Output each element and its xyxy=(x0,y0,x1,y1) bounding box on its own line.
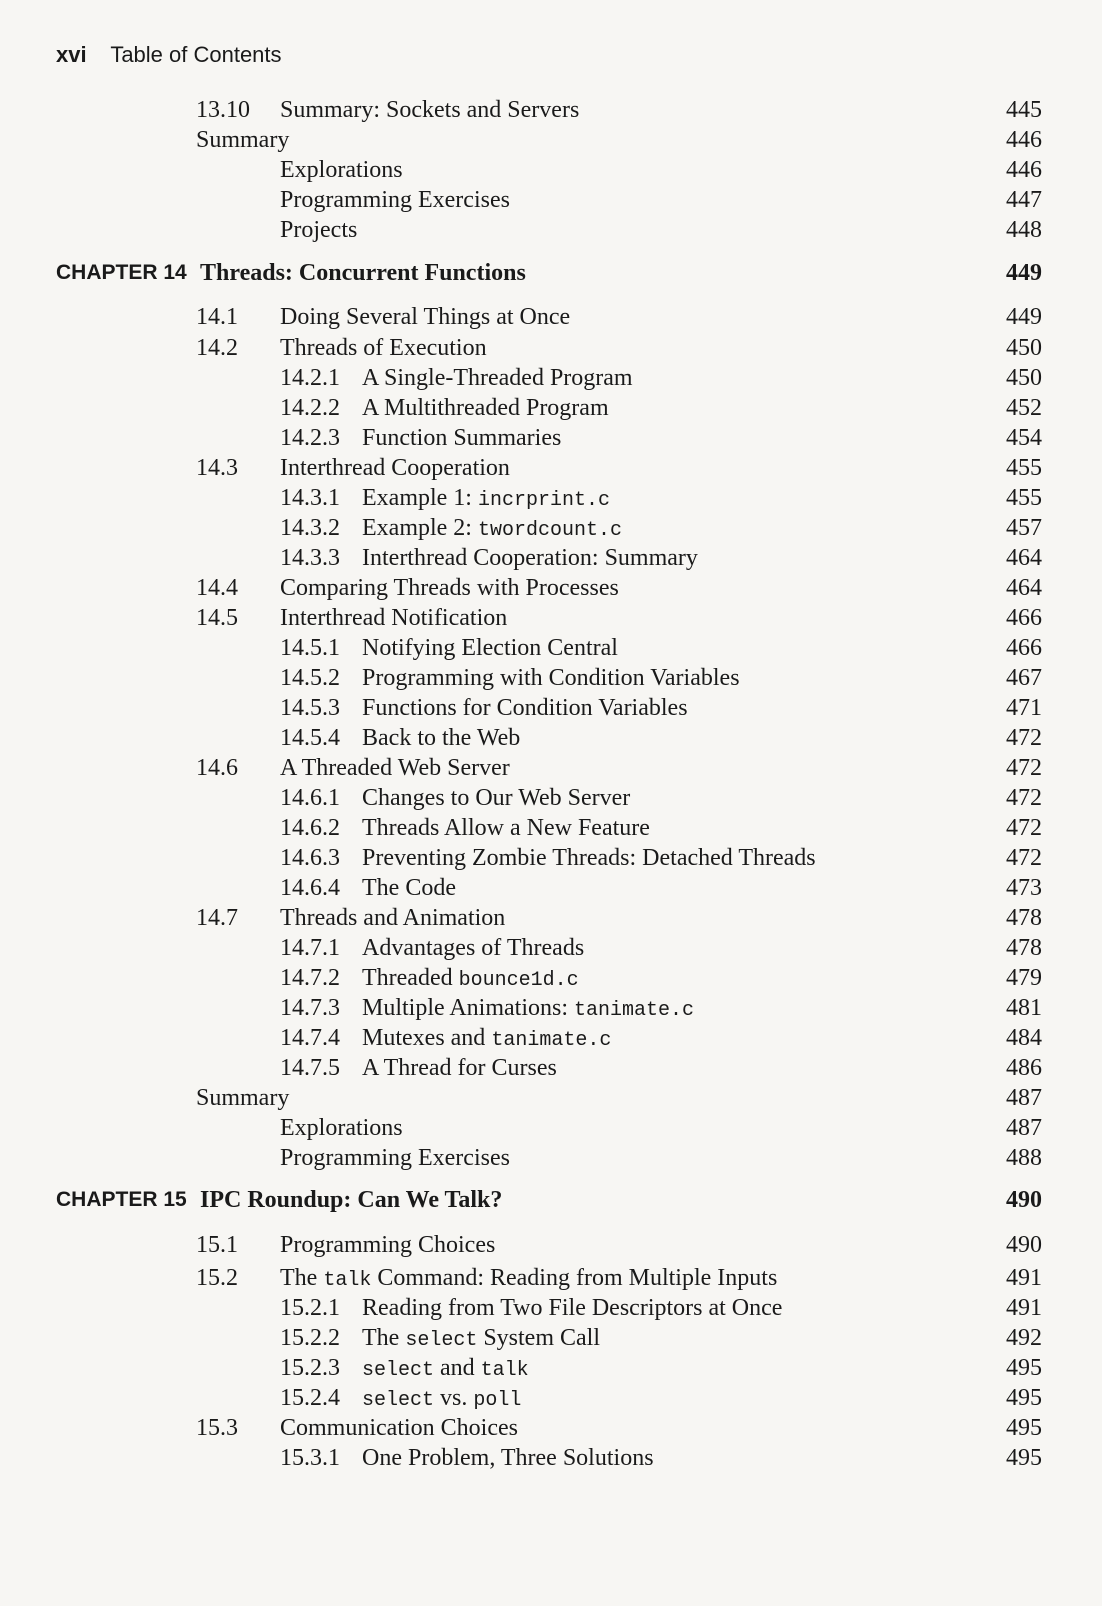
section-number: 14.6.1 xyxy=(280,785,340,811)
toc-entry xyxy=(0,95,1102,125)
title-text: Projects xyxy=(280,217,358,243)
title-text: IPC Roundup: Can We Talk? xyxy=(200,1187,503,1213)
entry-title xyxy=(200,258,526,288)
title-text: Threads: Concurrent Functions xyxy=(200,260,526,286)
toc-entry xyxy=(0,363,1102,393)
page-number: 472 xyxy=(1006,785,1042,811)
entry-title xyxy=(280,95,579,125)
section-number: 15.2.2 xyxy=(280,1325,340,1351)
section-number: 14.2.3 xyxy=(280,425,340,451)
toc-entry xyxy=(0,333,1102,363)
page-number: 486 xyxy=(1006,1055,1042,1081)
section-number: 14.3.3 xyxy=(280,545,340,571)
page-number: 449 xyxy=(1006,304,1042,330)
title-text: Summary: Sockets and Servers xyxy=(280,97,580,123)
section-number: 14.2 xyxy=(196,335,238,361)
title-text: A Thread for Curses xyxy=(362,1055,557,1081)
page-number: 466 xyxy=(1006,605,1042,631)
code-text: select xyxy=(362,1359,435,1382)
toc-entry xyxy=(0,185,1102,215)
page-number: 472 xyxy=(1006,845,1042,871)
title-text: Programming with Condition Variables xyxy=(362,665,740,691)
toc-entry xyxy=(0,393,1102,423)
page-number: 445 xyxy=(1006,97,1042,123)
page-number: 452 xyxy=(1006,395,1042,421)
section-number: 14.7.3 xyxy=(280,995,340,1021)
title-text: Back to the Web xyxy=(362,725,521,751)
page-number: 487 xyxy=(1006,1115,1042,1141)
entry-title xyxy=(362,393,609,423)
section-number: 14.7.1 xyxy=(280,935,340,961)
chapter-heading xyxy=(0,258,1102,288)
page-number: 450 xyxy=(1006,335,1042,361)
title-text: Threads and Animation xyxy=(280,905,506,931)
page-number: 472 xyxy=(1006,815,1042,841)
section-number: 15.3 xyxy=(196,1415,238,1441)
entry-title xyxy=(280,1413,518,1443)
toc-entry xyxy=(0,1443,1102,1473)
section-number: 15.2.1 xyxy=(280,1295,340,1321)
title-text: Function Summaries xyxy=(362,425,562,451)
code-text: twordcount.c xyxy=(477,519,622,542)
title-text: Interthread Cooperation xyxy=(280,455,510,481)
page-number: 464 xyxy=(1006,575,1042,601)
title-text: The Code xyxy=(362,875,456,901)
entry-title xyxy=(362,483,610,516)
page-number: 473 xyxy=(1006,875,1042,901)
entry-title xyxy=(200,1185,502,1215)
toc-entry xyxy=(0,1383,1102,1413)
page-number: 490 xyxy=(1006,1187,1042,1213)
entry-title xyxy=(362,993,694,1026)
section-number: 14.1 xyxy=(196,304,238,330)
running-title: Table of Contents xyxy=(110,42,282,67)
toc-entry xyxy=(0,1143,1102,1173)
section-number: 14.7.2 xyxy=(280,965,340,991)
title-text: A Single-Threaded Program xyxy=(362,365,633,391)
entry-title xyxy=(362,1023,611,1056)
code-text: incrprint.c xyxy=(477,489,610,512)
entry-title xyxy=(362,1443,654,1473)
code-text: tanimate.c xyxy=(491,1029,612,1052)
section-number: 14.3.1 xyxy=(280,485,340,511)
toc-entry xyxy=(0,723,1102,753)
toc-entry xyxy=(0,663,1102,693)
entry-title xyxy=(362,363,633,393)
toc-entry xyxy=(0,573,1102,603)
section-number: 14.6.2 xyxy=(280,815,340,841)
section-number: 14.6.4 xyxy=(280,875,340,901)
title-text: Threaded xyxy=(362,965,459,991)
title-text: Doing Several Things at Once xyxy=(280,304,571,330)
title-text: Notifying Election Central xyxy=(362,635,618,661)
section-number: 14.7.4 xyxy=(280,1025,340,1051)
title-text: Programming Exercises xyxy=(280,1145,510,1171)
toc-entry xyxy=(0,603,1102,633)
title-text: Explorations xyxy=(280,157,403,183)
section-number: 14.3 xyxy=(196,455,238,481)
entry-title xyxy=(362,1053,557,1083)
entry-title xyxy=(362,723,520,753)
entry-title xyxy=(280,155,403,185)
toc-entry xyxy=(0,302,1102,332)
toc-entry xyxy=(0,543,1102,573)
toc-entry xyxy=(0,1353,1102,1383)
title-text: Preventing Zombie Threads: Detached Threads xyxy=(362,845,816,871)
title-text: A Threaded Web Server xyxy=(280,755,510,781)
entry-title xyxy=(280,1263,777,1296)
entry-title xyxy=(362,633,618,663)
page-folio: xvi xyxy=(56,42,87,67)
title-text: Example 2: xyxy=(362,515,478,541)
entry-title xyxy=(362,933,584,963)
toc-entry xyxy=(0,753,1102,783)
title-text: Summary xyxy=(196,127,290,153)
page-number: 454 xyxy=(1006,425,1042,451)
page-number: 447 xyxy=(1006,187,1042,213)
toc-entry xyxy=(0,1083,1102,1113)
code-text: bounce1d.c xyxy=(458,969,579,992)
section-number: 15.1 xyxy=(196,1232,238,1258)
entry-title xyxy=(362,543,698,573)
page-number: 484 xyxy=(1006,1025,1042,1051)
section-number: 14.2.1 xyxy=(280,365,340,391)
code-text: poll xyxy=(473,1389,522,1412)
toc-entry xyxy=(0,993,1102,1023)
toc-entry xyxy=(0,125,1102,155)
entry-title xyxy=(362,1293,782,1323)
page-number: 488 xyxy=(1006,1145,1042,1171)
entry-title xyxy=(280,1143,510,1173)
entry-title xyxy=(280,753,510,783)
code-text: talk xyxy=(323,1269,372,1292)
toc-entry xyxy=(0,1323,1102,1353)
entry-title xyxy=(280,453,510,483)
entry-title xyxy=(280,302,570,332)
entry-title xyxy=(280,215,357,245)
page-number: 495 xyxy=(1006,1445,1042,1471)
section-number: 14.5.3 xyxy=(280,695,340,721)
page-number: 467 xyxy=(1006,665,1042,691)
title-text: The xyxy=(362,1325,406,1351)
title-text: Explorations xyxy=(280,1115,403,1141)
page-number: 455 xyxy=(1006,455,1042,481)
toc-entry xyxy=(0,1263,1102,1293)
entry-title xyxy=(362,1383,521,1416)
page-number: 490 xyxy=(1006,1232,1042,1258)
toc-entry xyxy=(0,1053,1102,1083)
title-text: Example 1: xyxy=(362,485,478,511)
entry-title xyxy=(362,813,650,843)
title-text: vs. xyxy=(434,1385,474,1411)
title-text: One Problem, Three Solutions xyxy=(362,1445,654,1471)
page-number: 464 xyxy=(1006,545,1042,571)
title-text: A Multithreaded Program xyxy=(362,395,609,421)
page-number: 466 xyxy=(1006,635,1042,661)
toc-entry xyxy=(0,903,1102,933)
section-number: 14.2.2 xyxy=(280,395,340,421)
page-number: 446 xyxy=(1006,127,1042,153)
toc-entry xyxy=(0,843,1102,873)
chapter-number: CHAPTER 15 xyxy=(56,1188,187,1211)
entry-title xyxy=(280,903,505,933)
section-number: 14.6.3 xyxy=(280,845,340,871)
page-number: 471 xyxy=(1006,695,1042,721)
page-number: 450 xyxy=(1006,365,1042,391)
toc-entry xyxy=(0,1023,1102,1053)
title-text: Threads of Execution xyxy=(280,335,487,361)
code-text: talk xyxy=(480,1359,529,1382)
section-number: 14.5.2 xyxy=(280,665,340,691)
code-text: tanimate.c xyxy=(574,999,695,1022)
entry-title xyxy=(280,603,507,633)
toc-entry xyxy=(0,783,1102,813)
section-number: 14.3.2 xyxy=(280,515,340,541)
entry-title xyxy=(362,843,816,873)
title-text: Comparing Threads with Processes xyxy=(280,575,619,601)
page-number: 449 xyxy=(1006,260,1042,286)
title-text: Mutexes and xyxy=(362,1025,492,1051)
title-text: Functions for Condition Variables xyxy=(362,695,688,721)
page-number: 472 xyxy=(1006,755,1042,781)
entry-title xyxy=(280,1113,403,1143)
toc-entry xyxy=(0,693,1102,723)
title-text: Reading from Two File Descriptors at Once xyxy=(362,1295,783,1321)
page-number: 492 xyxy=(1006,1325,1042,1351)
section-number: 15.2 xyxy=(196,1265,238,1291)
section-number: 14.7 xyxy=(196,905,238,931)
toc-entry xyxy=(0,873,1102,903)
title-text: Multiple Animations: xyxy=(362,995,575,1021)
toc-entry xyxy=(0,933,1102,963)
toc-entry xyxy=(0,963,1102,993)
entry-title xyxy=(362,963,579,996)
code-text: select xyxy=(362,1389,435,1412)
title-text: Communication Choices xyxy=(280,1415,518,1441)
toc-entry xyxy=(0,155,1102,185)
toc-entry xyxy=(0,453,1102,483)
title-text: Interthread Notification xyxy=(280,605,508,631)
title-text: Changes to Our Web Server xyxy=(362,785,631,811)
toc-entry xyxy=(0,1413,1102,1443)
page-number: 446 xyxy=(1006,157,1042,183)
entry-title xyxy=(196,1083,289,1113)
title-text: Command: Reading from Multiple Inputs xyxy=(371,1265,778,1291)
title-text: Summary xyxy=(196,1085,290,1111)
title-text: Threads Allow a New Feature xyxy=(362,815,650,841)
title-text: The xyxy=(280,1265,324,1291)
title-text: Advantages of Threads xyxy=(362,935,585,961)
page-number: 472 xyxy=(1006,725,1042,751)
page-number: 479 xyxy=(1006,965,1042,991)
entry-title xyxy=(362,663,740,693)
entry-title xyxy=(362,1323,600,1356)
toc-entry xyxy=(0,633,1102,663)
page-number: 495 xyxy=(1006,1415,1042,1441)
title-text: Interthread Cooperation: Summary xyxy=(362,545,698,571)
page-number: 487 xyxy=(1006,1085,1042,1111)
entry-title xyxy=(280,333,487,363)
toc-entry xyxy=(0,423,1102,453)
section-number: 14.4 xyxy=(196,575,238,601)
page-number: 478 xyxy=(1006,905,1042,931)
toc-entry xyxy=(0,1113,1102,1143)
toc-entry xyxy=(0,1293,1102,1323)
toc-entry xyxy=(0,483,1102,513)
entry-title xyxy=(362,693,688,723)
entry-title xyxy=(196,125,289,155)
entry-title xyxy=(362,783,630,813)
entry-title xyxy=(362,873,456,903)
title-text: System Call xyxy=(477,1325,600,1351)
code-text: select xyxy=(405,1329,478,1352)
toc-entry xyxy=(0,813,1102,843)
section-number: 14.7.5 xyxy=(280,1055,340,1081)
page-number: 491 xyxy=(1006,1265,1042,1291)
entry-title xyxy=(362,1353,529,1386)
title-text: Programming Choices xyxy=(280,1232,496,1258)
page-number: 491 xyxy=(1006,1295,1042,1321)
entry-title xyxy=(280,1230,495,1260)
page-number: 448 xyxy=(1006,217,1042,243)
chapter-number: CHAPTER 14 xyxy=(56,261,187,284)
chapter-heading xyxy=(0,1185,1102,1215)
section-number: 15.2.4 xyxy=(280,1385,340,1411)
title-text: Programming Exercises xyxy=(280,187,510,213)
page-number: 481 xyxy=(1006,995,1042,1021)
section-number: 14.5.1 xyxy=(280,635,340,661)
entry-title xyxy=(362,513,622,546)
page-number: 457 xyxy=(1006,515,1042,541)
toc-entry xyxy=(0,215,1102,245)
title-text: and xyxy=(434,1355,481,1381)
page-number: 455 xyxy=(1006,485,1042,511)
entry-title xyxy=(362,423,561,453)
page-number: 495 xyxy=(1006,1385,1042,1411)
toc-entry xyxy=(0,1230,1102,1260)
section-number: 15.2.3 xyxy=(280,1355,340,1381)
page-number: 478 xyxy=(1006,935,1042,961)
section-number: 13.10 xyxy=(196,97,250,123)
section-number: 14.5.4 xyxy=(280,725,340,751)
section-number: 14.5 xyxy=(196,605,238,631)
entry-title xyxy=(280,573,619,603)
entry-title xyxy=(280,185,510,215)
section-number: 15.3.1 xyxy=(280,1445,340,1471)
page-number: 495 xyxy=(1006,1355,1042,1381)
toc-entry xyxy=(0,513,1102,543)
section-number: 14.6 xyxy=(196,755,238,781)
